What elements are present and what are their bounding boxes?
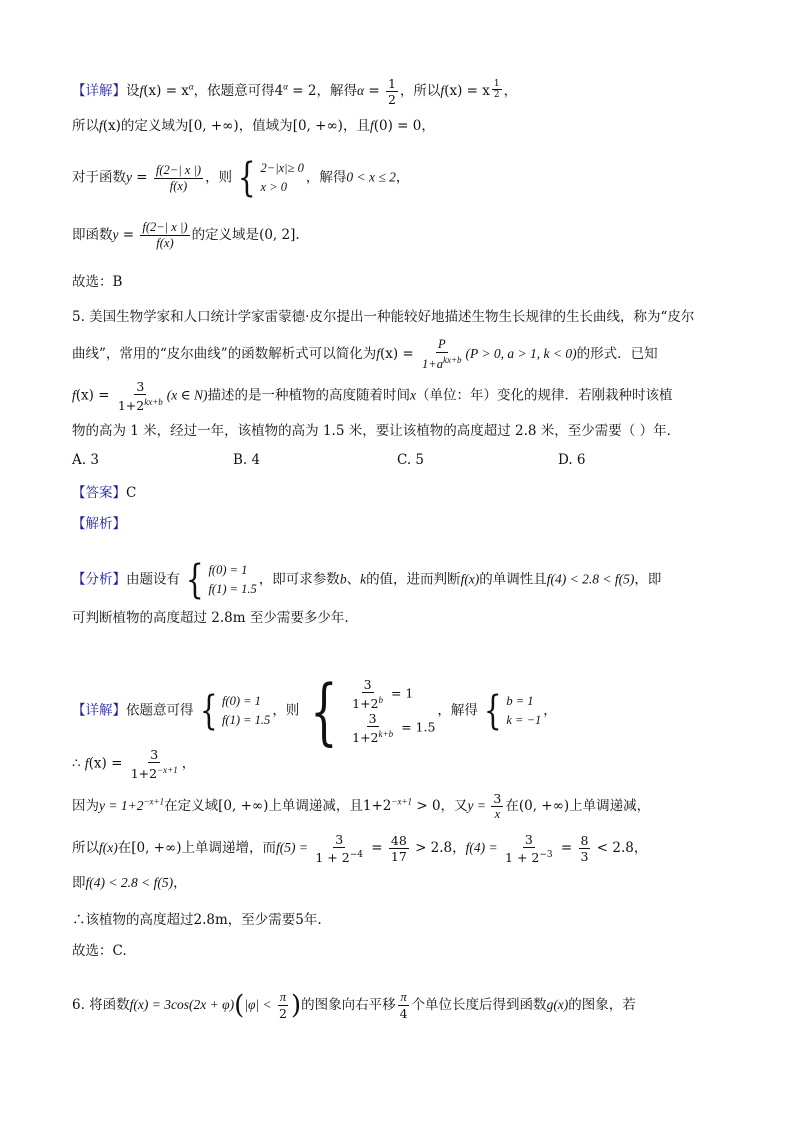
domain-result-line: 即函数y = $\frac{f(2-| x |)}{f(x)}$ 的定义域是(0, 2]. [72, 220, 300, 250]
domain-line: 所以f(x)的定义域为[0, +∞)，值域为[0, +∞)，且f(0) = 0， [72, 118, 435, 134]
fenxi-line-2: 可判断植物的高度超过 2.8m 至少需要多少年. [72, 610, 349, 626]
option-c: C. 5 [397, 452, 425, 468]
option-b: B. 4 [233, 452, 261, 468]
fraction-pearl-curve: $\frac{P}{1+a^{kx+b}}$ [422, 337, 462, 372]
detail-line-1: 【详解】设$f(x) = x^\alpha$，依题意可得$4^\alpha = 2$，解得α = $\frac{1}{2}$ ，所以f(x) = x $\frac{1}{2}$ ， [72, 76, 518, 107]
system-line-1: 对于函数y = $\frac{f(2-| x |)}{f(x)}$ ，则 { 2−|x|≥ 0 x > 0 ，解得0 < x ≤ 2， [72, 155, 410, 201]
given-system: { f(0) = 1 f(1) = 1.5 [199, 688, 271, 734]
fraction-f-over-f: $\frac{f(2-| x |)}{f(x)}$ [155, 162, 202, 193]
answer-tag: 【答案】 [72, 485, 126, 501]
therefore-line: ∴ f(x) = $\frac{3}{1+2^{-x+1}}$ ， [72, 747, 196, 782]
detail-tag: 【详解】 [72, 83, 126, 99]
fraction-model: $\frac{3}{1+2^{kx+b}}$ [117, 379, 163, 414]
fraction-half: $\frac{1}{2}$ [387, 76, 396, 107]
detail-2-line: 【详解】依题意可得 { f(0) = 1 f(1) = 1.5 ，则 { $\frac{3}{1+2^b}$ = 1 $\frac{3}{1+2^{k+b}}$ = 1.5 ，解得 { b = 1 k = −1 ， [72, 669, 557, 753]
answer-value: C [126, 485, 137, 501]
analysis-title: 【解析】 [72, 516, 126, 532]
question-5-line-4: 物的高为 1 米，经过一年，该植物的高为 1.5 米，要让该植物的高度超过 2.8 米，至少需要（ ）年． [72, 423, 681, 439]
conclusion-line: ∴该植物的高度超过2.8m，至少需要5年. [72, 912, 322, 928]
question-5-line-3: f(x) = $\frac{3}{1+2^{kx+b}}$ (x ∈ N)描述的是一种植物的高度随着时间x（单位：年）变化的规律．若刚栽种时该植 [72, 379, 673, 414]
question-5-line-1: 5. 美国生物学家和人口统计学家雷蒙德·皮尔提出一种能较好地描述生物生长规律的生长曲线，称为“皮尔 [72, 309, 695, 325]
because-line: 因为$y = 1+2^{-x+1}$在定义域[0, +∞)上单调递减，且$1+2^{-x+1} > 0$，又y = $\frac{3}{x}$ 在(0, +∞)上单调递减， [72, 791, 651, 821]
question-6-line: 6. 将函数f(x) = 3cos(2x + φ)(|φ| < $\frac{\pi}{2}$ )的图象向右平移 $\frac{\pi}{4}$ 个单位长度后得到函数g(x)的图象，若 [72, 990, 636, 1021]
option-a: A. 3 [72, 452, 99, 468]
answer-line [72, 483, 136, 503]
equation-system: { 2−|x|≥ 0 x > 0 [237, 155, 304, 201]
choose-b-line: 故选：B [72, 274, 123, 290]
fraction-f-over-f-2: $\frac{f(2-| x |)}{f(x)}$ [142, 220, 188, 250]
fraction-result-model: $\frac{3}{1+2^{-x+1}}$ [130, 747, 178, 782]
exponent-half: $\frac{1}{2}$ [493, 78, 500, 100]
solution-system: { b = 1 k = −1 [483, 688, 542, 734]
option-d: D. 6 [558, 452, 586, 468]
so-line: 所以f(x)在[0, +∞)上单调递增，而f(5) = $\frac{3}{1 + 2^{-4}}$ = $\frac{48}{17}$ > 2.8，f(4) = $\frac{3}{1 + 2^{-3}}$ = $\frac{8}{3}$ < 2.8， [72, 832, 648, 866]
condition-system: { f(0) = 1 f(1) = 1.5 [185, 557, 257, 603]
fenxi-line-1: 【分析】由题设有 { f(0) = 1 f(1) = 1.5 ，即可求参数b、k的值，进而判断f(x)的单调性且f(4) < 2.8 < f(5)，即 [72, 557, 662, 603]
ie-line: 即f(4) < 2.8 < f(5)， [72, 875, 187, 891]
substituted-system: { $\frac{3}{1+2^b}$ = 1 $\frac{3}{1+2^{k+b}}$ = 1.5 [310, 669, 436, 753]
question-5-line-2: 曲线”，常用的“皮尔曲线”的函数解析式可以简化为f(x) = $\frac{P}{1+a^{kx+b}}$ (P > 0, a > 1, k < 0)的形式．已知 [72, 337, 658, 372]
choose-c-line: 故选：C. [72, 943, 127, 959]
